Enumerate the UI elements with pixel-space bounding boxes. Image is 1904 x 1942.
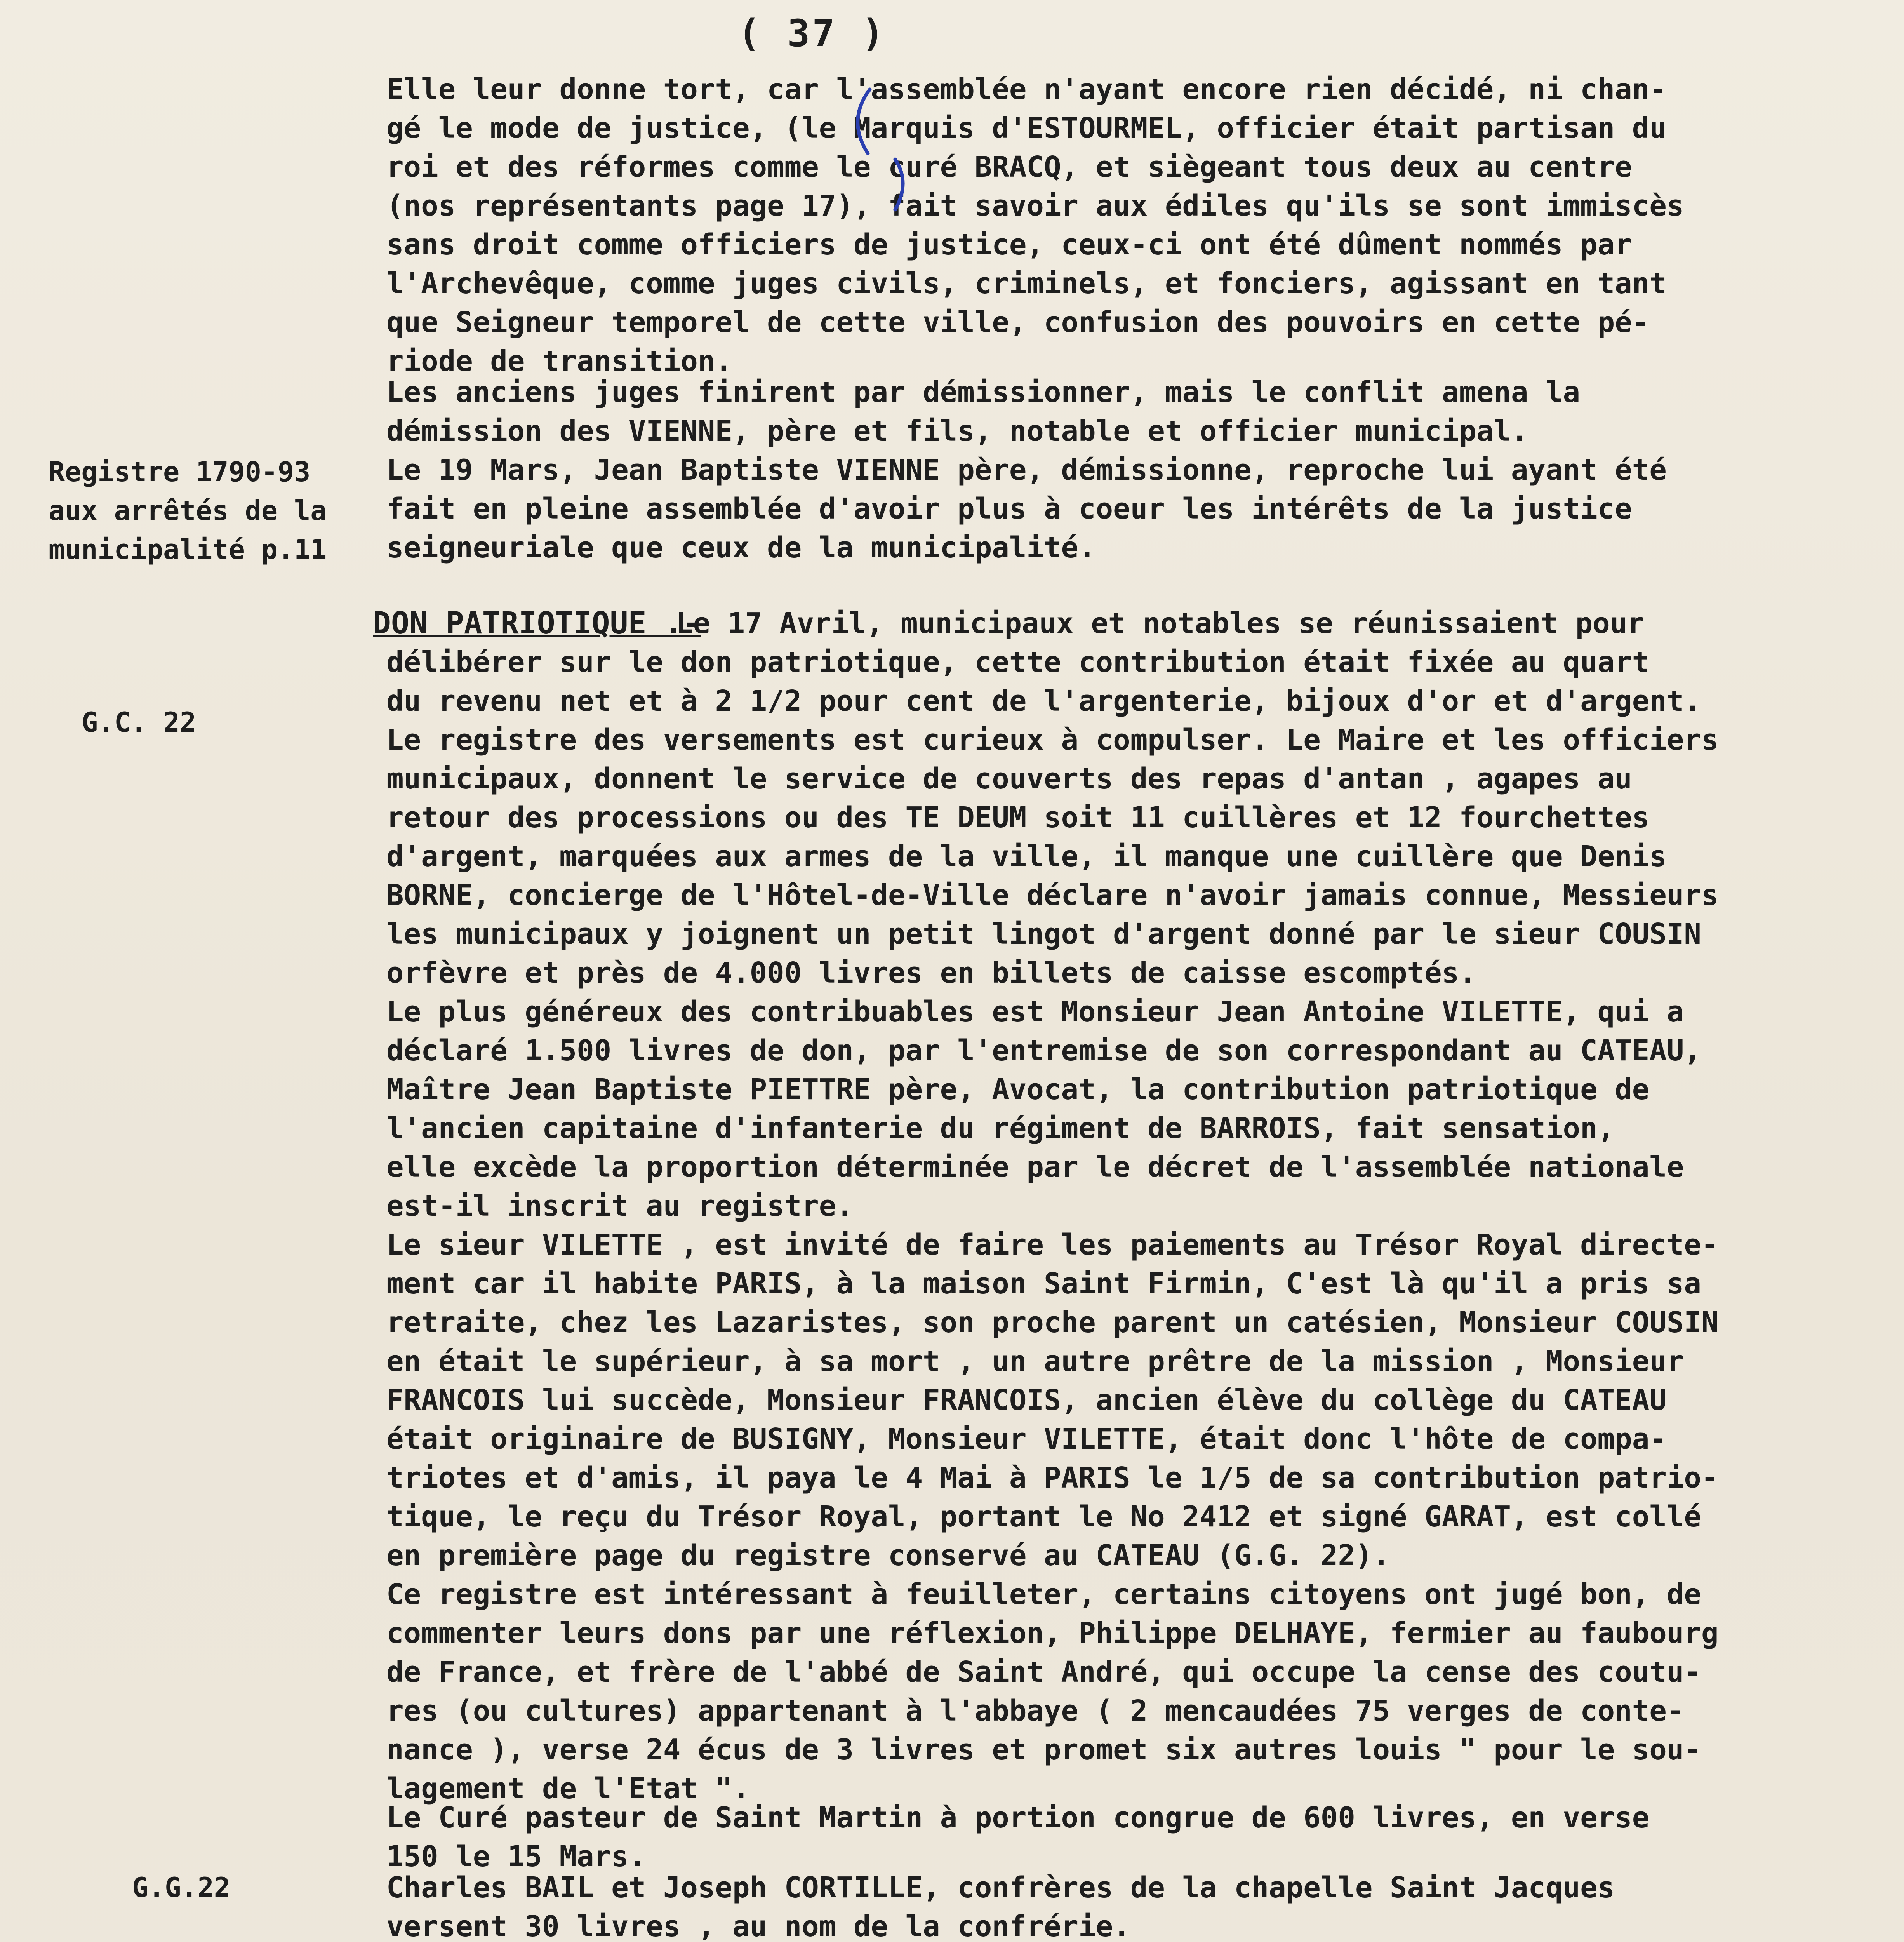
margin-note: Registre 1790-93 [49,456,311,488]
text-line: Elle leur donne tort, car l'assemblée n'ayant encore rien décidé, ni chan- [386,73,1667,106]
text-line: riode de transition. [386,345,733,378]
text-line: sans droit comme officiers de justice, ceux-ci ont été dûment nommés par [386,228,1632,261]
text-line: du revenu net et à 2 1/2 pour cent de l'argenterie, bijoux d'or et d'argent. [386,684,1701,718]
text-line: 150 le 15 Mars. [386,1840,646,1873]
text-line: démission des VIENNE, père et fils, notable et officier municipal. [386,414,1528,448]
text-line: FRANCOIS lui succède, Monsieur FRANCOIS, ancien élève du collège du CATEAU [386,1383,1667,1417]
text-line: elle excède la proportion déterminée par le décret de l'assemblée nationale [386,1150,1684,1184]
margin-note: G.C. 22 [82,706,196,738]
text-line: Les anciens juges finirent par démissionner, mais le conflit amena la [386,376,1581,409]
text-line: BORNE, concierge de l'Hôtel-de-Ville déclare n'avoir jamais connue, Messieurs [386,879,1719,912]
text-line: Le sieur VILETTE , est invité de faire les paiements au Trésor Royal directe- [386,1228,1719,1262]
text-line: retraite, chez les Lazaristes, son proche parent un catésien, Monsieur COUSIN [386,1306,1719,1339]
text-line: fait en pleine assemblée d'avoir plus à coeur les intérêts de la justice [386,492,1632,526]
section-heading: DON PATRIOTIQUE .- [373,606,701,641]
text-line: Le registre des versements est curieux à compulser. Le Maire et les officiers [386,723,1719,757]
text-line: est-il inscrit au registre. [386,1189,854,1223]
text-line: gé le mode de justice, (le Marquis d'ESTOURMEL, officier était partisan du [386,111,1667,145]
text-line: était originaire de BUSIGNY, Monsieur VILETTE, était donc l'hôte de compa- [386,1422,1667,1456]
text-line: Le plus généreux des contribuables est Monsieur Jean Antoine VILETTE, qui a [386,995,1684,1028]
text-line: que Seigneur temporel de cette ville, confusion des pouvoirs en cette pé- [386,306,1650,339]
text-line: l'Archevêque, comme juges civils, criminels, et fonciers, agissant en tant [386,267,1667,300]
text-line: roi et des réformes comme le curé BRACQ, et siègeant tous deux au centre [386,150,1632,184]
text-line: Charles BAIL et Joseph CORTILLE, confrères de la chapelle Saint Jacques [386,1871,1615,1904]
text-line: Le 19 Mars, Jean Baptiste VIENNE père, démissionne, reproche lui ayant été [386,453,1667,487]
text-line: nance ), verse 24 écus de 3 livres et promet six autres louis " pour le sou- [386,1733,1701,1766]
text-line: en première page du registre conservé au CATEAU (G.G. 22). [386,1539,1390,1572]
text-line: les municipaux y joignent un petit lingot d'argent donné par le sieur COUSIN [386,917,1701,951]
text-line: Le 17 Avril, municipaux et notables se réunissaient pour [676,607,1645,640]
margin-note: G.G.22 [132,1872,230,1904]
text-line: d'argent, marquées aux armes de la ville, il manque une cuillère que Denis [386,840,1667,873]
text-line: Maître Jean Baptiste PIETTRE père, Avocat, la contribution patriotique de [386,1073,1650,1106]
text-line: municipaux, donnent le service de couverts des repas d'antan , agapes au [386,762,1632,795]
text-line: lagement de l'Etat ". [386,1772,750,1805]
text-line: déclaré 1.500 livres de don, par l'entremise de son correspondant au CATEAU, [386,1034,1701,1067]
text-line: tique, le reçu du Trésor Royal, portant le No 2412 et signé GARAT, est collé [386,1500,1701,1533]
text-line: versent 30 livres , au nom de la confrérie. [386,1910,1130,1942]
text-line: retour des processions ou des TE DEUM soit 11 cuillères et 12 fourchettes [386,801,1650,834]
text-line: commenter leurs dons par une réflexion, Philippe DELHAYE, fermier au faubourg [386,1617,1719,1650]
text-line: (nos représentants page 17), fait savoir aux édiles qu'ils se sont immiscès [386,189,1684,223]
text-line: l'ancien capitaine d'infanterie du régiment de BARROIS, fait sensation, [386,1112,1615,1145]
margin-note: municipalité p.11 [49,534,327,566]
text-line: ment car il habite PARIS, à la maison Saint Firmin, C'est là qu'il a pris sa [386,1267,1701,1300]
text-line: Le Curé pasteur de Saint Martin à portion congrue de 600 livres, en verse [386,1801,1650,1834]
text-line: res (ou cultures) appartenant à l'abbaye ( 2 mencaudées 75 verges de conte- [386,1694,1684,1728]
text-line: triotes et d'amis, il paya le 4 Mai à PARIS le 1/5 de sa contribution patrio- [386,1461,1719,1495]
text-line: Ce registre est intéressant à feuilleter, certains citoyens ont jugé bon, de [386,1578,1701,1611]
text-line: de France, et frère de l'abbé de Saint André, qui occupe la cense des coutu- [386,1655,1701,1689]
text-line: délibérer sur le don patriotique, cette contribution était fixée au quart [386,646,1650,679]
page-number: ( 37 ) [738,12,887,55]
margin-note: aux arrêtés de la [49,495,327,527]
text-line: en était le supérieur, à sa mort , un autre prêtre de la mission , Monsieur [386,1345,1684,1378]
text-line: orfèvre et près de 4.000 livres en billets de caisse escomptés. [386,956,1476,990]
text-line: seigneuriale que ceux de la municipalité. [386,531,1096,564]
